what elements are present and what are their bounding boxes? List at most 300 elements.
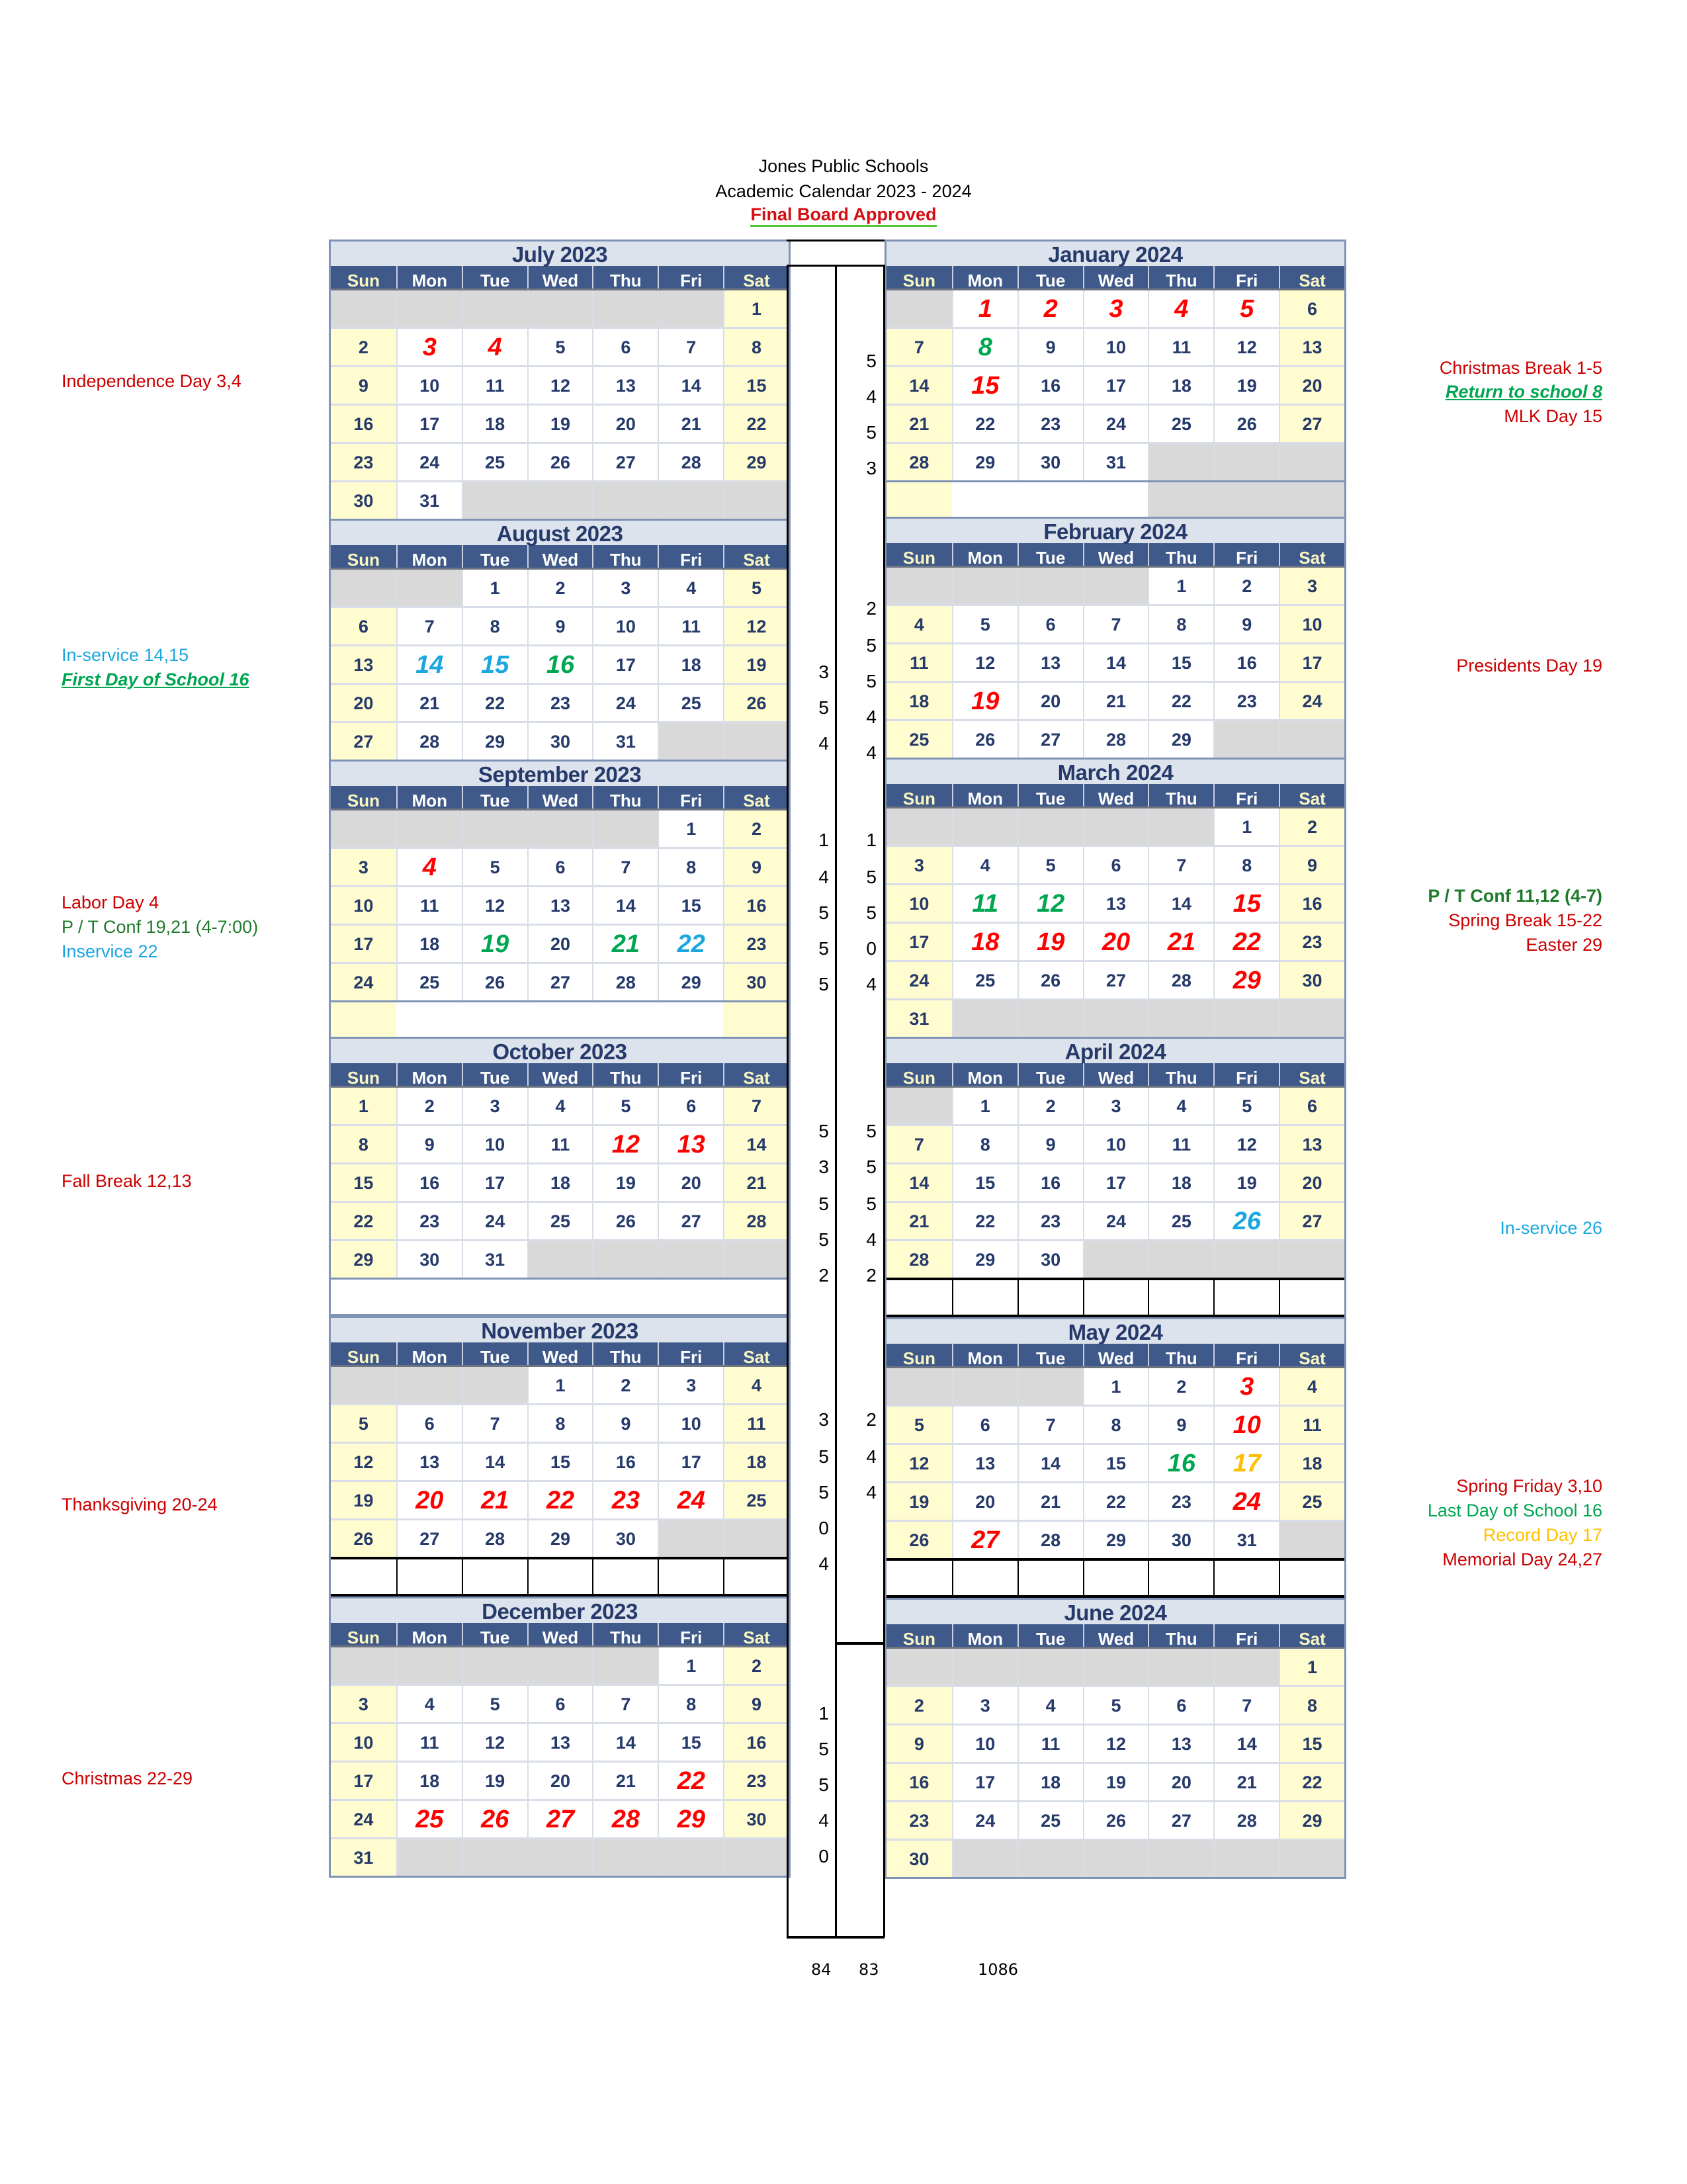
day-cell[interactable]: 5 bbox=[527, 329, 593, 365]
day-cell[interactable]: 28 bbox=[592, 964, 658, 1000]
day-cell[interactable]: 24 bbox=[1213, 1483, 1279, 1520]
day-cell[interactable]: 8 bbox=[527, 1405, 593, 1442]
day-cell[interactable]: 31 bbox=[592, 723, 658, 760]
day-cell[interactable]: 17 bbox=[331, 1763, 396, 1799]
day-cell[interactable]: 12 bbox=[462, 887, 527, 924]
day-cell[interactable]: 26 bbox=[1213, 406, 1279, 442]
day-cell[interactable]: 24 bbox=[1083, 406, 1148, 442]
day-cell[interactable]: 19 bbox=[1017, 924, 1083, 960]
day-cell[interactable]: 22 bbox=[952, 1203, 1017, 1239]
day-cell[interactable]: 6 bbox=[1017, 606, 1083, 642]
day-cell[interactable]: 21 bbox=[592, 1763, 658, 1799]
day-cell[interactable]: 20 bbox=[331, 685, 396, 721]
day-cell[interactable]: 7 bbox=[592, 1686, 658, 1722]
day-cell[interactable]: 7 bbox=[658, 329, 723, 365]
day-cell[interactable]: 9 bbox=[723, 1686, 789, 1722]
day-cell[interactable]: 6 bbox=[527, 849, 593, 885]
day-cell[interactable]: 3 bbox=[887, 847, 952, 883]
day-cell[interactable]: 16 bbox=[887, 1764, 952, 1800]
day-cell[interactable]: 22 bbox=[1083, 1483, 1148, 1520]
day-cell[interactable]: 2 bbox=[331, 329, 396, 365]
day-cell[interactable]: 19 bbox=[723, 646, 789, 683]
day-cell[interactable]: 3 bbox=[1083, 290, 1148, 327]
day-cell[interactable]: 8 bbox=[658, 1686, 723, 1722]
day-cell[interactable]: 19 bbox=[1213, 367, 1279, 404]
day-cell[interactable]: 24 bbox=[952, 1802, 1017, 1839]
day-cell[interactable]: 24 bbox=[1279, 683, 1344, 719]
day-cell[interactable]: 30 bbox=[396, 1241, 462, 1278]
day-cell[interactable]: 18 bbox=[396, 1763, 462, 1799]
day-cell[interactable]: 3 bbox=[1213, 1368, 1279, 1405]
day-cell[interactable]: 29 bbox=[1213, 962, 1279, 998]
day-cell[interactable]: 28 bbox=[1017, 1522, 1083, 1558]
day-cell[interactable]: 14 bbox=[658, 367, 723, 404]
day-cell[interactable]: 11 bbox=[1148, 329, 1213, 365]
day-cell[interactable]: 28 bbox=[658, 444, 723, 480]
day-cell[interactable]: 23 bbox=[1279, 924, 1344, 960]
day-cell[interactable]: 30 bbox=[1279, 962, 1344, 998]
day-cell[interactable]: 7 bbox=[723, 1088, 789, 1124]
day-cell[interactable]: 29 bbox=[1148, 721, 1213, 758]
day-cell[interactable]: 5 bbox=[462, 1686, 527, 1722]
day-cell[interactable]: 25 bbox=[396, 1801, 462, 1837]
day-cell[interactable]: 14 bbox=[1083, 644, 1148, 681]
day-cell[interactable]: 9 bbox=[887, 1725, 952, 1762]
day-cell[interactable]: 15 bbox=[527, 1444, 593, 1480]
day-cell[interactable]: 13 bbox=[1279, 1126, 1344, 1162]
day-cell[interactable]: 6 bbox=[592, 329, 658, 365]
day-cell[interactable]: 4 bbox=[887, 606, 952, 642]
day-cell[interactable]: 4 bbox=[658, 570, 723, 606]
day-cell[interactable]: 18 bbox=[527, 1164, 593, 1201]
day-cell[interactable]: 15 bbox=[952, 367, 1017, 404]
day-cell[interactable]: 28 bbox=[723, 1203, 789, 1239]
day-cell[interactable]: 9 bbox=[527, 608, 593, 644]
day-cell[interactable]: 24 bbox=[658, 1482, 723, 1518]
day-cell[interactable]: 26 bbox=[887, 1522, 952, 1558]
day-cell[interactable]: 23 bbox=[1213, 683, 1279, 719]
day-cell[interactable]: 3 bbox=[658, 1367, 723, 1403]
day-cell[interactable]: 5 bbox=[1017, 847, 1083, 883]
day-cell[interactable]: 18 bbox=[658, 646, 723, 683]
day-cell[interactable]: 13 bbox=[952, 1445, 1017, 1481]
day-cell[interactable]: 20 bbox=[1279, 367, 1344, 404]
day-cell[interactable]: 4 bbox=[1148, 290, 1213, 327]
day-cell[interactable]: 19 bbox=[462, 926, 527, 962]
day-cell[interactable]: 25 bbox=[462, 444, 527, 480]
day-cell[interactable]: 6 bbox=[527, 1686, 593, 1722]
day-cell[interactable]: 8 bbox=[1279, 1687, 1344, 1724]
day-cell[interactable]: 22 bbox=[527, 1482, 593, 1518]
day-cell[interactable]: 24 bbox=[396, 444, 462, 480]
day-cell[interactable]: 9 bbox=[1017, 329, 1083, 365]
day-cell[interactable]: 21 bbox=[396, 685, 462, 721]
day-cell[interactable]: 6 bbox=[1279, 1088, 1344, 1124]
day-cell[interactable]: 8 bbox=[723, 329, 789, 365]
day-cell[interactable]: 30 bbox=[331, 482, 396, 519]
day-cell[interactable]: 5 bbox=[331, 1405, 396, 1442]
day-cell[interactable]: 31 bbox=[331, 1839, 396, 1876]
day-cell[interactable]: 18 bbox=[462, 406, 527, 442]
day-cell[interactable]: 3 bbox=[1279, 568, 1344, 604]
day-cell[interactable]: 20 bbox=[1148, 1764, 1213, 1800]
day-cell[interactable]: 28 bbox=[1213, 1802, 1279, 1839]
day-cell[interactable]: 12 bbox=[462, 1724, 527, 1761]
day-cell[interactable]: 11 bbox=[396, 887, 462, 924]
day-cell[interactable]: 4 bbox=[723, 1367, 789, 1403]
day-cell[interactable]: 5 bbox=[462, 849, 527, 885]
day-cell[interactable]: 12 bbox=[952, 644, 1017, 681]
day-cell[interactable]: 7 bbox=[1083, 606, 1148, 642]
day-cell[interactable]: 20 bbox=[592, 406, 658, 442]
day-cell[interactable]: 23 bbox=[1017, 406, 1083, 442]
day-cell[interactable]: 7 bbox=[592, 849, 658, 885]
day-cell[interactable]: 5 bbox=[1213, 1088, 1279, 1124]
day-cell[interactable]: 13 bbox=[1148, 1725, 1213, 1762]
day-cell[interactable]: 8 bbox=[462, 608, 527, 644]
day-cell[interactable]: 26 bbox=[592, 1203, 658, 1239]
day-cell[interactable]: 7 bbox=[1148, 847, 1213, 883]
day-cell[interactable]: 27 bbox=[331, 723, 396, 760]
day-cell[interactable]: 29 bbox=[952, 444, 1017, 480]
day-cell[interactable]: 21 bbox=[1213, 1764, 1279, 1800]
day-cell[interactable]: 12 bbox=[592, 1126, 658, 1162]
day-cell[interactable]: 17 bbox=[331, 926, 396, 962]
day-cell[interactable]: 19 bbox=[331, 1482, 396, 1518]
day-cell[interactable]: 30 bbox=[527, 723, 593, 760]
day-cell[interactable]: 17 bbox=[1279, 644, 1344, 681]
day-cell[interactable]: 1 bbox=[462, 570, 527, 606]
day-cell[interactable]: 21 bbox=[1148, 924, 1213, 960]
day-cell[interactable]: 28 bbox=[462, 1520, 527, 1557]
day-cell[interactable]: 7 bbox=[396, 608, 462, 644]
day-cell[interactable]: 28 bbox=[396, 723, 462, 760]
day-cell[interactable]: 6 bbox=[952, 1407, 1017, 1443]
day-cell[interactable]: 9 bbox=[1148, 1407, 1213, 1443]
day-cell[interactable]: 25 bbox=[952, 962, 1017, 998]
day-cell[interactable]: 4 bbox=[1017, 1687, 1083, 1724]
day-cell[interactable]: 5 bbox=[952, 606, 1017, 642]
day-cell[interactable]: 6 bbox=[396, 1405, 462, 1442]
day-cell[interactable]: 2 bbox=[1148, 1368, 1213, 1405]
day-cell[interactable]: 26 bbox=[1213, 1203, 1279, 1239]
day-cell[interactable]: 17 bbox=[462, 1164, 527, 1201]
day-cell[interactable]: 10 bbox=[1279, 606, 1344, 642]
day-cell[interactable]: 27 bbox=[1279, 406, 1344, 442]
day-cell[interactable]: 7 bbox=[887, 1126, 952, 1162]
day-cell[interactable]: 29 bbox=[462, 723, 527, 760]
day-cell[interactable]: 14 bbox=[1148, 885, 1213, 922]
day-cell[interactable]: 1 bbox=[952, 290, 1017, 327]
day-cell[interactable]: 9 bbox=[592, 1405, 658, 1442]
day-cell[interactable]: 23 bbox=[527, 685, 593, 721]
day-cell[interactable]: 23 bbox=[723, 926, 789, 962]
day-cell[interactable]: 18 bbox=[952, 924, 1017, 960]
day-cell[interactable]: 30 bbox=[592, 1520, 658, 1557]
day-cell[interactable]: 20 bbox=[396, 1482, 462, 1518]
day-cell[interactable]: 2 bbox=[723, 1647, 789, 1684]
day-cell[interactable]: 27 bbox=[592, 444, 658, 480]
day-cell[interactable]: 21 bbox=[723, 1164, 789, 1201]
day-cell[interactable]: 28 bbox=[887, 444, 952, 480]
day-cell[interactable]: 25 bbox=[658, 685, 723, 721]
day-cell[interactable]: 3 bbox=[331, 1686, 396, 1722]
day-cell[interactable]: 17 bbox=[1213, 1445, 1279, 1481]
day-cell[interactable]: 10 bbox=[331, 887, 396, 924]
day-cell[interactable]: 14 bbox=[1017, 1445, 1083, 1481]
day-cell[interactable]: 20 bbox=[527, 926, 593, 962]
day-cell[interactable]: 23 bbox=[1148, 1483, 1213, 1520]
day-cell[interactable]: 16 bbox=[723, 1724, 789, 1761]
day-cell[interactable]: 26 bbox=[952, 721, 1017, 758]
day-cell[interactable]: 9 bbox=[331, 367, 396, 404]
day-cell[interactable]: 11 bbox=[1279, 1407, 1344, 1443]
day-cell[interactable]: 4 bbox=[1279, 1368, 1344, 1405]
day-cell[interactable]: 11 bbox=[887, 644, 952, 681]
day-cell[interactable]: 24 bbox=[592, 685, 658, 721]
day-cell[interactable]: 1 bbox=[1213, 808, 1279, 845]
day-cell[interactable]: 19 bbox=[1213, 1164, 1279, 1201]
day-cell[interactable]: 13 bbox=[527, 887, 593, 924]
day-cell[interactable]: 3 bbox=[1083, 1088, 1148, 1124]
day-cell[interactable]: 29 bbox=[1083, 1522, 1148, 1558]
day-cell[interactable]: 10 bbox=[658, 1405, 723, 1442]
day-cell[interactable]: 18 bbox=[1148, 1164, 1213, 1201]
day-cell[interactable]: 19 bbox=[952, 683, 1017, 719]
day-cell[interactable]: 19 bbox=[592, 1164, 658, 1201]
day-cell[interactable]: 11 bbox=[658, 608, 723, 644]
day-cell[interactable]: 8 bbox=[331, 1126, 396, 1162]
day-cell[interactable]: 26 bbox=[1017, 962, 1083, 998]
day-cell[interactable]: 17 bbox=[1083, 367, 1148, 404]
day-cell[interactable]: 4 bbox=[396, 849, 462, 885]
day-cell[interactable]: 1 bbox=[723, 290, 789, 327]
day-cell[interactable]: 6 bbox=[331, 608, 396, 644]
day-cell[interactable]: 10 bbox=[1213, 1407, 1279, 1443]
day-cell[interactable]: 1 bbox=[1083, 1368, 1148, 1405]
day-cell[interactable]: 16 bbox=[1148, 1445, 1213, 1481]
day-cell[interactable]: 25 bbox=[723, 1482, 789, 1518]
day-cell[interactable]: 9 bbox=[723, 849, 789, 885]
day-cell[interactable]: 31 bbox=[1213, 1522, 1279, 1558]
day-cell[interactable]: 26 bbox=[462, 964, 527, 1000]
day-cell[interactable]: 26 bbox=[331, 1520, 396, 1557]
day-cell[interactable]: 2 bbox=[396, 1088, 462, 1124]
day-cell[interactable]: 15 bbox=[723, 367, 789, 404]
day-cell[interactable]: 9 bbox=[1017, 1126, 1083, 1162]
day-cell[interactable]: 16 bbox=[527, 646, 593, 683]
day-cell[interactable]: 4 bbox=[1148, 1088, 1213, 1124]
day-cell[interactable]: 27 bbox=[1017, 721, 1083, 758]
day-cell[interactable]: 28 bbox=[1083, 721, 1148, 758]
day-cell[interactable]: 31 bbox=[462, 1241, 527, 1278]
day-cell[interactable]: 25 bbox=[887, 721, 952, 758]
day-cell[interactable]: 21 bbox=[1083, 683, 1148, 719]
day-cell[interactable]: 15 bbox=[462, 646, 527, 683]
day-cell[interactable]: 18 bbox=[1279, 1445, 1344, 1481]
day-cell[interactable]: 21 bbox=[887, 1203, 952, 1239]
day-cell[interactable]: 8 bbox=[1083, 1407, 1148, 1443]
day-cell[interactable]: 17 bbox=[592, 646, 658, 683]
day-cell[interactable]: 5 bbox=[1083, 1687, 1148, 1724]
day-cell[interactable]: 23 bbox=[592, 1482, 658, 1518]
day-cell[interactable]: 9 bbox=[396, 1126, 462, 1162]
day-cell[interactable]: 15 bbox=[331, 1164, 396, 1201]
day-cell[interactable]: 28 bbox=[1148, 962, 1213, 998]
day-cell[interactable]: 7 bbox=[1213, 1687, 1279, 1724]
day-cell[interactable]: 10 bbox=[1083, 329, 1148, 365]
day-cell[interactable]: 8 bbox=[1213, 847, 1279, 883]
day-cell[interactable]: 19 bbox=[887, 1483, 952, 1520]
day-cell[interactable]: 13 bbox=[1279, 329, 1344, 365]
day-cell[interactable]: 13 bbox=[331, 646, 396, 683]
day-cell[interactable]: 4 bbox=[462, 329, 527, 365]
day-cell[interactable]: 9 bbox=[1279, 847, 1344, 883]
day-cell[interactable]: 29 bbox=[527, 1520, 593, 1557]
day-cell[interactable]: 8 bbox=[1148, 606, 1213, 642]
day-cell[interactable]: 26 bbox=[527, 444, 593, 480]
day-cell[interactable]: 29 bbox=[658, 1801, 723, 1837]
day-cell[interactable]: 24 bbox=[1083, 1203, 1148, 1239]
day-cell[interactable]: 19 bbox=[462, 1763, 527, 1799]
day-cell[interactable]: 30 bbox=[1017, 444, 1083, 480]
day-cell[interactable]: 29 bbox=[723, 444, 789, 480]
day-cell[interactable]: 4 bbox=[952, 847, 1017, 883]
day-cell[interactable]: 22 bbox=[1213, 924, 1279, 960]
day-cell[interactable]: 1 bbox=[331, 1088, 396, 1124]
day-cell[interactable]: 1 bbox=[658, 1647, 723, 1684]
day-cell[interactable]: 3 bbox=[462, 1088, 527, 1124]
day-cell[interactable]: 16 bbox=[1017, 1164, 1083, 1201]
day-cell[interactable]: 3 bbox=[952, 1687, 1017, 1724]
day-cell[interactable]: 7 bbox=[462, 1405, 527, 1442]
day-cell[interactable]: 8 bbox=[658, 849, 723, 885]
day-cell[interactable]: 24 bbox=[887, 962, 952, 998]
day-cell[interactable]: 11 bbox=[527, 1126, 593, 1162]
day-cell[interactable]: 3 bbox=[396, 329, 462, 365]
day-cell[interactable]: 24 bbox=[331, 964, 396, 1000]
day-cell[interactable]: 31 bbox=[887, 1000, 952, 1037]
day-cell[interactable]: 17 bbox=[396, 406, 462, 442]
day-cell[interactable]: 21 bbox=[592, 926, 658, 962]
day-cell[interactable]: 11 bbox=[396, 1724, 462, 1761]
day-cell[interactable]: 21 bbox=[658, 406, 723, 442]
day-cell[interactable]: 25 bbox=[1148, 1203, 1213, 1239]
day-cell[interactable]: 6 bbox=[1279, 290, 1344, 327]
day-cell[interactable]: 22 bbox=[952, 406, 1017, 442]
day-cell[interactable]: 10 bbox=[462, 1126, 527, 1162]
day-cell[interactable]: 25 bbox=[527, 1203, 593, 1239]
day-cell[interactable]: 21 bbox=[887, 406, 952, 442]
day-cell[interactable]: 11 bbox=[723, 1405, 789, 1442]
day-cell[interactable]: 22 bbox=[462, 685, 527, 721]
day-cell[interactable]: 18 bbox=[396, 926, 462, 962]
day-cell[interactable]: 24 bbox=[462, 1203, 527, 1239]
day-cell[interactable]: 3 bbox=[592, 570, 658, 606]
day-cell[interactable]: 27 bbox=[952, 1522, 1017, 1558]
day-cell[interactable]: 27 bbox=[527, 1801, 593, 1837]
day-cell[interactable]: 29 bbox=[952, 1241, 1017, 1278]
day-cell[interactable]: 15 bbox=[1148, 644, 1213, 681]
day-cell[interactable]: 14 bbox=[396, 646, 462, 683]
day-cell[interactable]: 5 bbox=[723, 570, 789, 606]
day-cell[interactable]: 28 bbox=[887, 1241, 952, 1278]
day-cell[interactable]: 27 bbox=[1279, 1203, 1344, 1239]
day-cell[interactable]: 18 bbox=[1017, 1764, 1083, 1800]
day-cell[interactable]: 14 bbox=[592, 887, 658, 924]
day-cell[interactable]: 10 bbox=[1083, 1126, 1148, 1162]
day-cell[interactable]: 30 bbox=[1148, 1522, 1213, 1558]
day-cell[interactable]: 24 bbox=[331, 1801, 396, 1837]
day-cell[interactable]: 2 bbox=[1279, 808, 1344, 845]
day-cell[interactable]: 17 bbox=[887, 924, 952, 960]
day-cell[interactable]: 18 bbox=[1148, 367, 1213, 404]
day-cell[interactable]: 12 bbox=[1083, 1725, 1148, 1762]
day-cell[interactable]: 26 bbox=[723, 685, 789, 721]
day-cell[interactable]: 1 bbox=[658, 810, 723, 847]
day-cell[interactable]: 29 bbox=[1279, 1802, 1344, 1839]
day-cell[interactable]: 10 bbox=[331, 1724, 396, 1761]
day-cell[interactable]: 6 bbox=[1148, 1687, 1213, 1724]
day-cell[interactable]: 23 bbox=[723, 1763, 789, 1799]
day-cell[interactable]: 4 bbox=[527, 1088, 593, 1124]
day-cell[interactable]: 22 bbox=[1279, 1764, 1344, 1800]
day-cell[interactable]: 2 bbox=[1213, 568, 1279, 604]
day-cell[interactable]: 12 bbox=[1213, 1126, 1279, 1162]
day-cell[interactable]: 13 bbox=[396, 1444, 462, 1480]
day-cell[interactable]: 11 bbox=[952, 885, 1017, 922]
day-cell[interactable]: 20 bbox=[952, 1483, 1017, 1520]
day-cell[interactable]: 31 bbox=[1083, 444, 1148, 480]
day-cell[interactable]: 30 bbox=[1017, 1241, 1083, 1278]
day-cell[interactable]: 17 bbox=[952, 1764, 1017, 1800]
day-cell[interactable]: 16 bbox=[592, 1444, 658, 1480]
day-cell[interactable]: 19 bbox=[1083, 1764, 1148, 1800]
day-cell[interactable]: 30 bbox=[723, 1801, 789, 1837]
day-cell[interactable]: 5 bbox=[887, 1407, 952, 1443]
day-cell[interactable]: 14 bbox=[723, 1126, 789, 1162]
day-cell[interactable]: 20 bbox=[1017, 683, 1083, 719]
day-cell[interactable]: 13 bbox=[592, 367, 658, 404]
day-cell[interactable]: 20 bbox=[527, 1763, 593, 1799]
day-cell[interactable]: 12 bbox=[331, 1444, 396, 1480]
day-cell[interactable]: 10 bbox=[952, 1725, 1017, 1762]
day-cell[interactable]: 30 bbox=[887, 1841, 952, 1877]
day-cell[interactable]: 29 bbox=[331, 1241, 396, 1278]
day-cell[interactable]: 10 bbox=[887, 885, 952, 922]
day-cell[interactable]: 26 bbox=[1083, 1802, 1148, 1839]
day-cell[interactable]: 13 bbox=[1017, 644, 1083, 681]
day-cell[interactable]: 13 bbox=[527, 1724, 593, 1761]
day-cell[interactable]: 16 bbox=[331, 406, 396, 442]
day-cell[interactable]: 12 bbox=[1213, 329, 1279, 365]
day-cell[interactable]: 2 bbox=[723, 810, 789, 847]
day-cell[interactable]: 15 bbox=[1083, 1445, 1148, 1481]
day-cell[interactable]: 1 bbox=[952, 1088, 1017, 1124]
day-cell[interactable]: 14 bbox=[592, 1724, 658, 1761]
day-cell[interactable]: 14 bbox=[462, 1444, 527, 1480]
day-cell[interactable]: 8 bbox=[952, 329, 1017, 365]
day-cell[interactable]: 20 bbox=[1083, 924, 1148, 960]
day-cell[interactable]: 11 bbox=[1148, 1126, 1213, 1162]
day-cell[interactable]: 7 bbox=[887, 329, 952, 365]
day-cell[interactable]: 22 bbox=[1148, 683, 1213, 719]
day-cell[interactable]: 22 bbox=[723, 406, 789, 442]
day-cell[interactable]: 11 bbox=[462, 367, 527, 404]
day-cell[interactable]: 23 bbox=[396, 1203, 462, 1239]
day-cell[interactable]: 2 bbox=[527, 570, 593, 606]
day-cell[interactable]: 16 bbox=[1279, 885, 1344, 922]
